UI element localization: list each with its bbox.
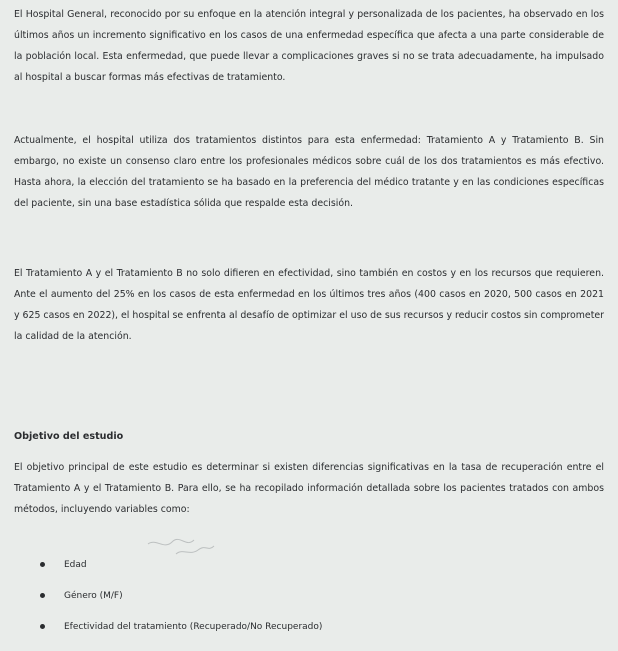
bullet-icon [40, 593, 45, 598]
section-heading: Objetivo del estudio [14, 431, 124, 442]
list-item [40, 558, 600, 589]
variable-label: Edad [64, 560, 87, 570]
variables-list [40, 558, 600, 651]
intro-paragraph: El Hospital General, reconocido por su enfoque en la atención integral y personalizada de los pacientes, ha observado en los últimos años un incremento significativo en los casos de una enfermedad específica que afecta a una parte considerable de la población local. Esta enfermedad, que puede llevar a complicaciones graves si no se trata adecuadamente, ha impulsado al hospital a buscar formas más efectivas de tratamiento. [14, 9, 604, 83]
costs-paragraph: El Tratamiento A y el Tratamiento B no solo difieren en efectividad, sino también en costos y en los recursos que requieren. Ante el aumento del 25% en los casos de esta enfermedad en los últimos tres años (400 casos en 2020, 500 casos en 2021 y 625 casos en 2022), el hospital se enfrenta al desafío de optimizar el uso de sus recursos y reducir costos sin comprometer la calidad de la atención. [14, 268, 604, 342]
objective-paragraph: El objetivo principal de este estudio es determinar si existen diferencias significativas en la tasa de recuperación entre el Tratamiento A y el Tratamiento B. Para ello, se ha recopilado información detallada sobre los pacientes tratados con ambos métodos, incluyendo variables como: [14, 462, 604, 515]
bullet-icon [40, 562, 45, 567]
variable-label: Género (M/F) [64, 591, 123, 601]
variable-label: Efectividad del tratamiento (Recuperado/No Recuperado) [64, 622, 323, 632]
treatments-paragraph: Actualmente, el hospital utiliza dos tratamientos distintos para esta enfermedad: Tratamiento A y Tratamiento B. Sin embargo, no existe un consenso claro entre los profesionales médicos sobre cuál de los dos tratamientos es más efectivo. Hasta ahora, la elección del tratamiento se ha basado en la preferencia del médico tratante y en las condiciones específicas del paciente, sin una base estadística sólida que respalde esta decisión. [14, 135, 604, 209]
pencil-scribble-icon [146, 536, 216, 558]
bullet-icon [40, 624, 45, 629]
list-item [40, 620, 600, 651]
list-item [40, 589, 600, 620]
